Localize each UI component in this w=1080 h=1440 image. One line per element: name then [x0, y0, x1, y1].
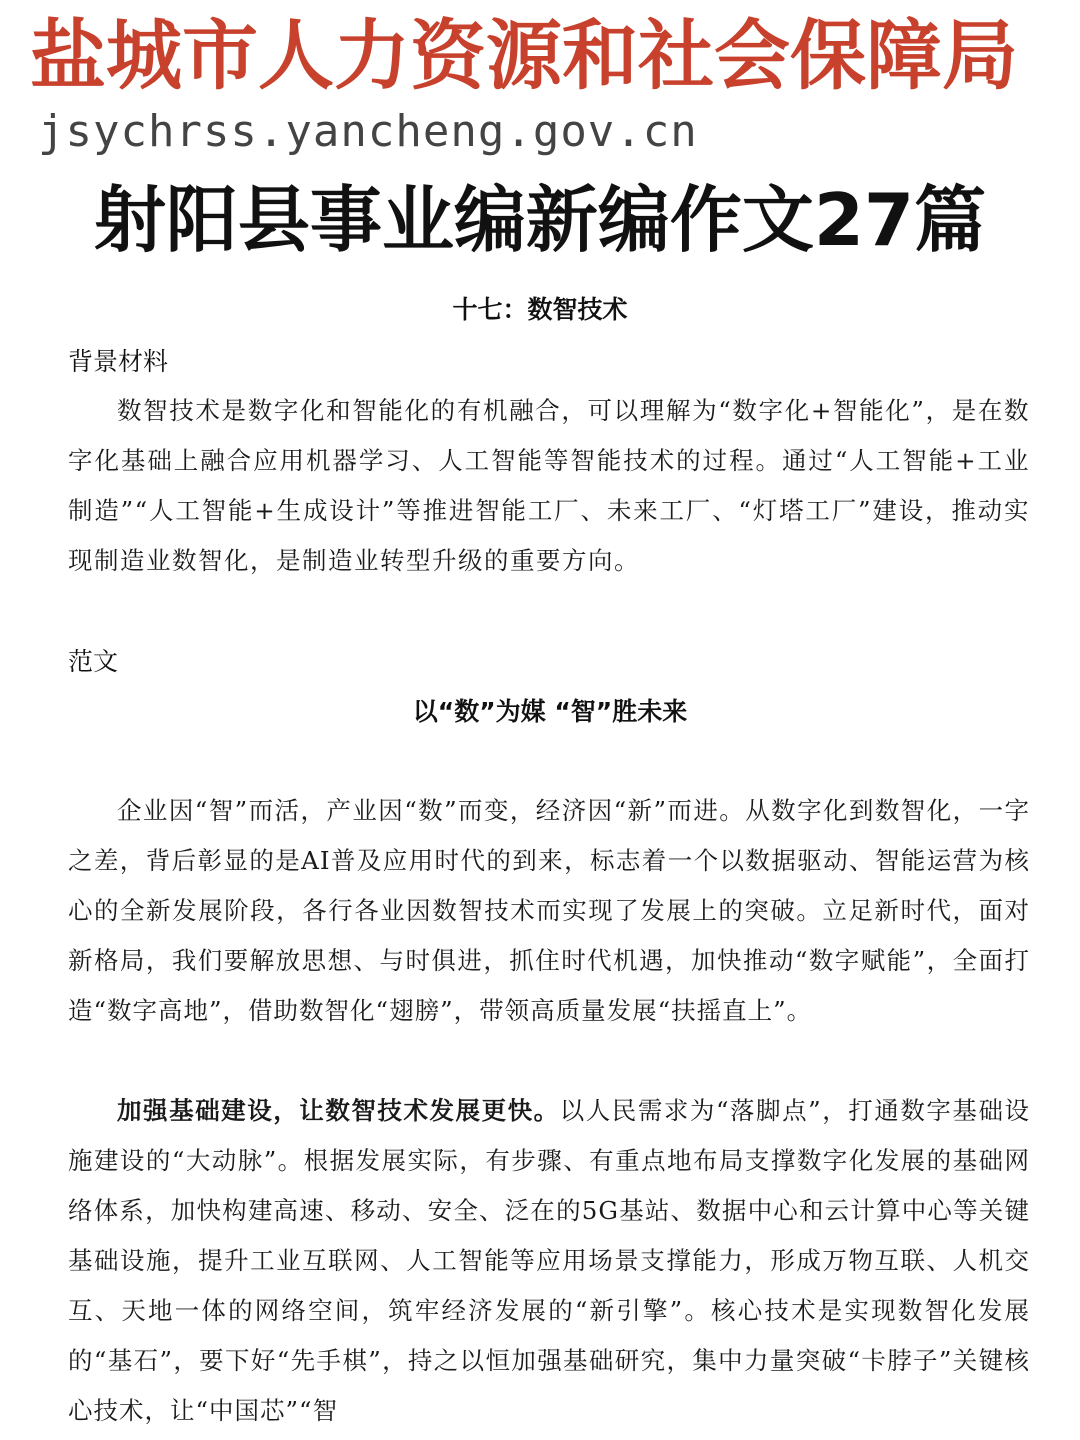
essay-title: 以“数”为媒 “智”胜未来 — [412, 697, 688, 726]
paragraph-2-lead: 加强基础建设，让数智技术发展更快。 — [117, 1096, 560, 1125]
background-label: 背景材料 — [68, 347, 169, 376]
section-heading: 十七：数智技术 — [452, 295, 628, 324]
site-url: jsychrss.yancheng.gov.cn — [38, 106, 698, 157]
essay-paragraph-1: 企业因“智”而活，产业因“数”而变，经济因“新”而进。从数字化到数智化，一字之差，背后彰显的是AI普及应用时代的到来，标志着一个以数据驱动、智能运营为核心的全新发展阶段，各行各业因数智技术而实现了发展上的突破。立足新时代，面对新格局，我们要解放思想、与时俱进，抓住时代机遇，加快推动“数字赋能”，全面打造“数字高地”，借助数智化“翅膀”，带领高质量发展“扶摇直上”。 — [68, 796, 1030, 1025]
essay-paragraph-2 — [68, 1086, 1030, 1436]
background-paragraph: 数智技术是数字化和智能化的有机融合，可以理解为“数字化+智能化”，是在数字化基础上融合应用机器学习、人工智能等智能技术的过程。通过“人工智能+工业制造”“人工智能+生成设计”等推进智能工厂、未来工厂、“灯塔工厂”建设，推动实现制造业数智化，是制造业转型升级的重要方向。 — [68, 396, 1030, 575]
document-title: 射阳县事业编新编作文27篇 — [93, 178, 987, 262]
org-header: 盐城市人力资源和社会保障局 — [30, 11, 1018, 100]
essay-label: 范文 — [68, 647, 119, 676]
paragraph-2-body: 以人民需求为“落脚点”，打通数字基础设施建设的“大动脉”。根据发展实际，有步骤、有重点地布局支撑数字化发展的基础网络体系，加快构建高速、移动、安全、泛在的5G基站、数据中心和云计算中心等关键基础设施，提升工业互联网、人工智能等应用场景支撑能力，形成万物互联、人机交互、天地一体的网络空间，筑牢经济发展的“新引擎”。核心技术是实现数智化发展的“基石”，要下好“先手棋”，持之以恒加强基础研究，集中力量突破“卡脖子”关键核心技术，让“中国芯”“智 — [68, 1096, 1030, 1425]
